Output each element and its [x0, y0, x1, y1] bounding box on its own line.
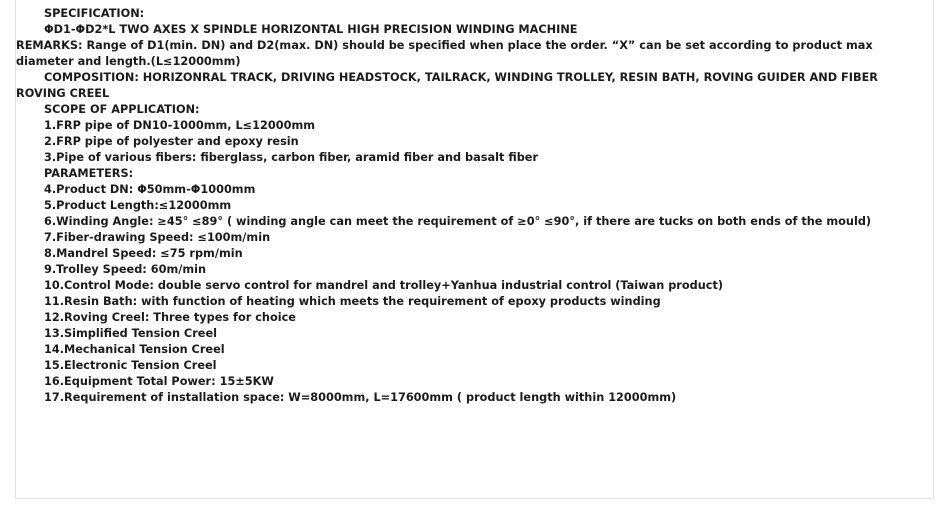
- parameter-item: 5.Product Length:≤12000mm: [44, 199, 232, 212]
- parameter-item: 15.Electronic Tension Creel: [44, 359, 217, 372]
- parameter-item: 11.Resin Bath: with function of heating which meets the requirement of epoxy products winding: [44, 295, 661, 308]
- composition-text: [16, 70, 906, 102]
- parameter-item: 16.Equipment Total Power: 15±5KW: [44, 375, 274, 388]
- parameter-item: 7.Fiber-drawing Speed: ≤100m/min: [44, 231, 271, 244]
- scope-heading: SCOPE OF APPLICATION:: [44, 103, 200, 116]
- scope-item: 2.FRP pipe of polyester and epoxy resin: [44, 135, 299, 148]
- parameter-item: 13.Simplified Tension Creel: [44, 327, 217, 340]
- composition-content: COMPOSITION: HORIZONRAL TRACK, DRIVING HEADSTOCK, TAILRACK, WINDING TROLLEY, RESIN BATH, ROVING GUIDER AND FIBER ROVING CREEL: [16, 71, 879, 100]
- parameter-item: 6.Winding Angle: ≥45° ≤89° ( winding angle can meet the requirement of ≥0° ≤90°, if there are tucks on both ends of the mould): [44, 215, 872, 228]
- specification-heading: SPECIFICATION:: [44, 7, 145, 20]
- parameter-item: 9.Trolley Speed: 60m/min: [44, 263, 207, 276]
- parameter-item: 14.Mechanical Tension Creel: [44, 343, 225, 356]
- parameters-heading: PARAMETERS:: [44, 167, 134, 180]
- scope-item: 1.FRP pipe of DN10-1000mm, L≤12000mm: [44, 119, 315, 132]
- parameter-item: 12.Roving Creel: Three types for choice: [44, 311, 296, 324]
- scope-item: 3.Pipe of various fibers: fiberglass, carbon fiber, aramid fiber and basalt fiber: [44, 151, 539, 164]
- remarks-text: REMARKS: Range of D1(min. DN) and D2(max. DN) should be specified when place the order. “X” can be set according to product max diameter and length.(L≤12000mm): [16, 39, 873, 68]
- machine-title: ΦD1-ΦD2*L TWO AXES X SPINDLE HORIZONTAL HIGH PRECISION WINDING MACHINE: [44, 23, 578, 36]
- parameter-item: 17.Requirement of installation space: W=8000mm, L=17600mm ( product length within 12000mm): [44, 391, 677, 404]
- parameter-item: 8.Mandrel Speed: ≤75 rpm/min: [44, 247, 243, 260]
- parameter-item: 10.Control Mode: double servo control for mandrel and trolley+Yanhua industrial control (Taiwan product): [44, 279, 724, 292]
- parameter-item: 4.Product DN: Φ50mm-Φ1000mm: [44, 183, 256, 196]
- specification-text: [16, 6, 906, 406]
